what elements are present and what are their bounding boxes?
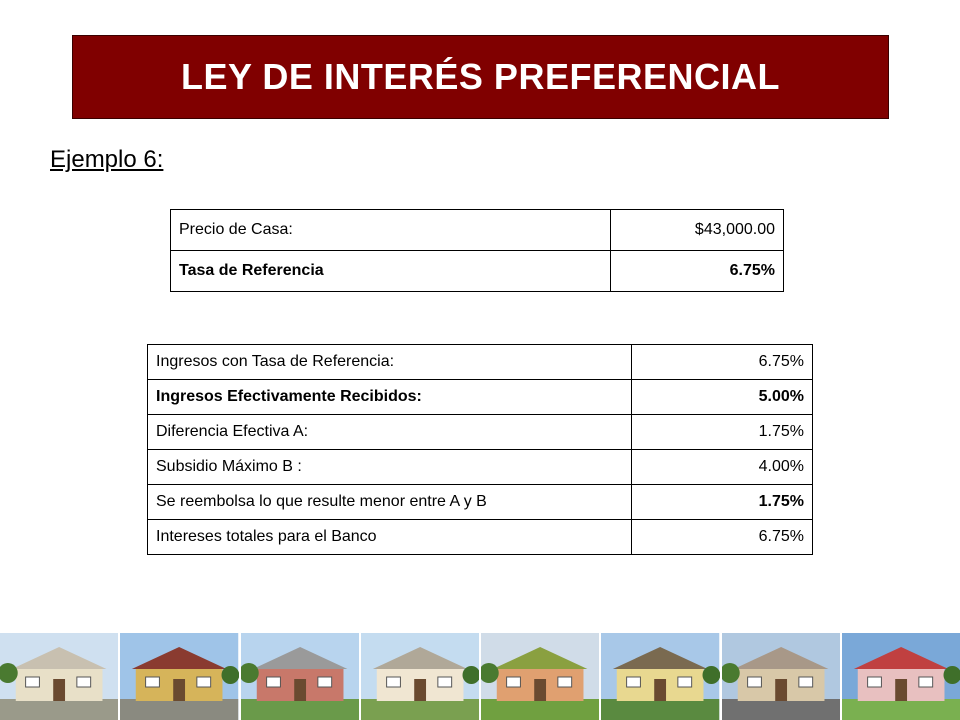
title-banner — [72, 35, 889, 119]
income-table-row — [148, 485, 813, 520]
row-value: 1.75% — [632, 485, 813, 520]
row-value: 6.75% — [632, 520, 813, 555]
row-value: 4.00% — [632, 450, 813, 485]
row-label: Precio de Casa: — [171, 210, 611, 251]
income-table — [147, 344, 813, 555]
page-title: LEY DE INTERÉS PREFERENCIAL — [181, 56, 780, 97]
row-value: 6.75% — [632, 345, 813, 380]
row-label: Intereses totales para el Banco — [148, 520, 632, 555]
price-table — [170, 209, 784, 292]
house-photo-1 — [0, 633, 120, 720]
income-table-row — [148, 520, 813, 555]
income-table-row — [148, 415, 813, 450]
income-table-row — [148, 345, 813, 380]
example-label: Ejemplo 6: — [50, 146, 164, 173]
row-value: 5.00% — [632, 380, 813, 415]
house-photo-5 — [481, 633, 601, 720]
row-value: $43,000.00 — [611, 210, 784, 251]
row-label: Tasa de Referencia — [171, 251, 611, 292]
income-table-row — [148, 380, 813, 415]
house-photo-6 — [601, 633, 721, 720]
row-value: 6.75% — [611, 251, 784, 292]
house-photo-strip — [0, 633, 960, 720]
row-label: Ingresos con Tasa de Referencia: — [148, 345, 632, 380]
house-photo-4 — [361, 633, 481, 720]
house-photo-8 — [842, 633, 960, 720]
row-label: Ingresos Efectivamente Recibidos: — [148, 380, 632, 415]
income-table-row — [148, 450, 813, 485]
row-label: Diferencia Efectiva A: — [148, 415, 632, 450]
house-photo-3 — [241, 633, 361, 720]
row-value: 1.75% — [632, 415, 813, 450]
row-label: Se reembolsa lo que resulte menor entre A y B — [148, 485, 632, 520]
price-table-row — [171, 210, 784, 251]
row-label: Subsidio Máximo B : — [148, 450, 632, 485]
house-photo-2 — [120, 633, 240, 720]
house-photo-7 — [722, 633, 842, 720]
price-table-row — [171, 251, 784, 292]
